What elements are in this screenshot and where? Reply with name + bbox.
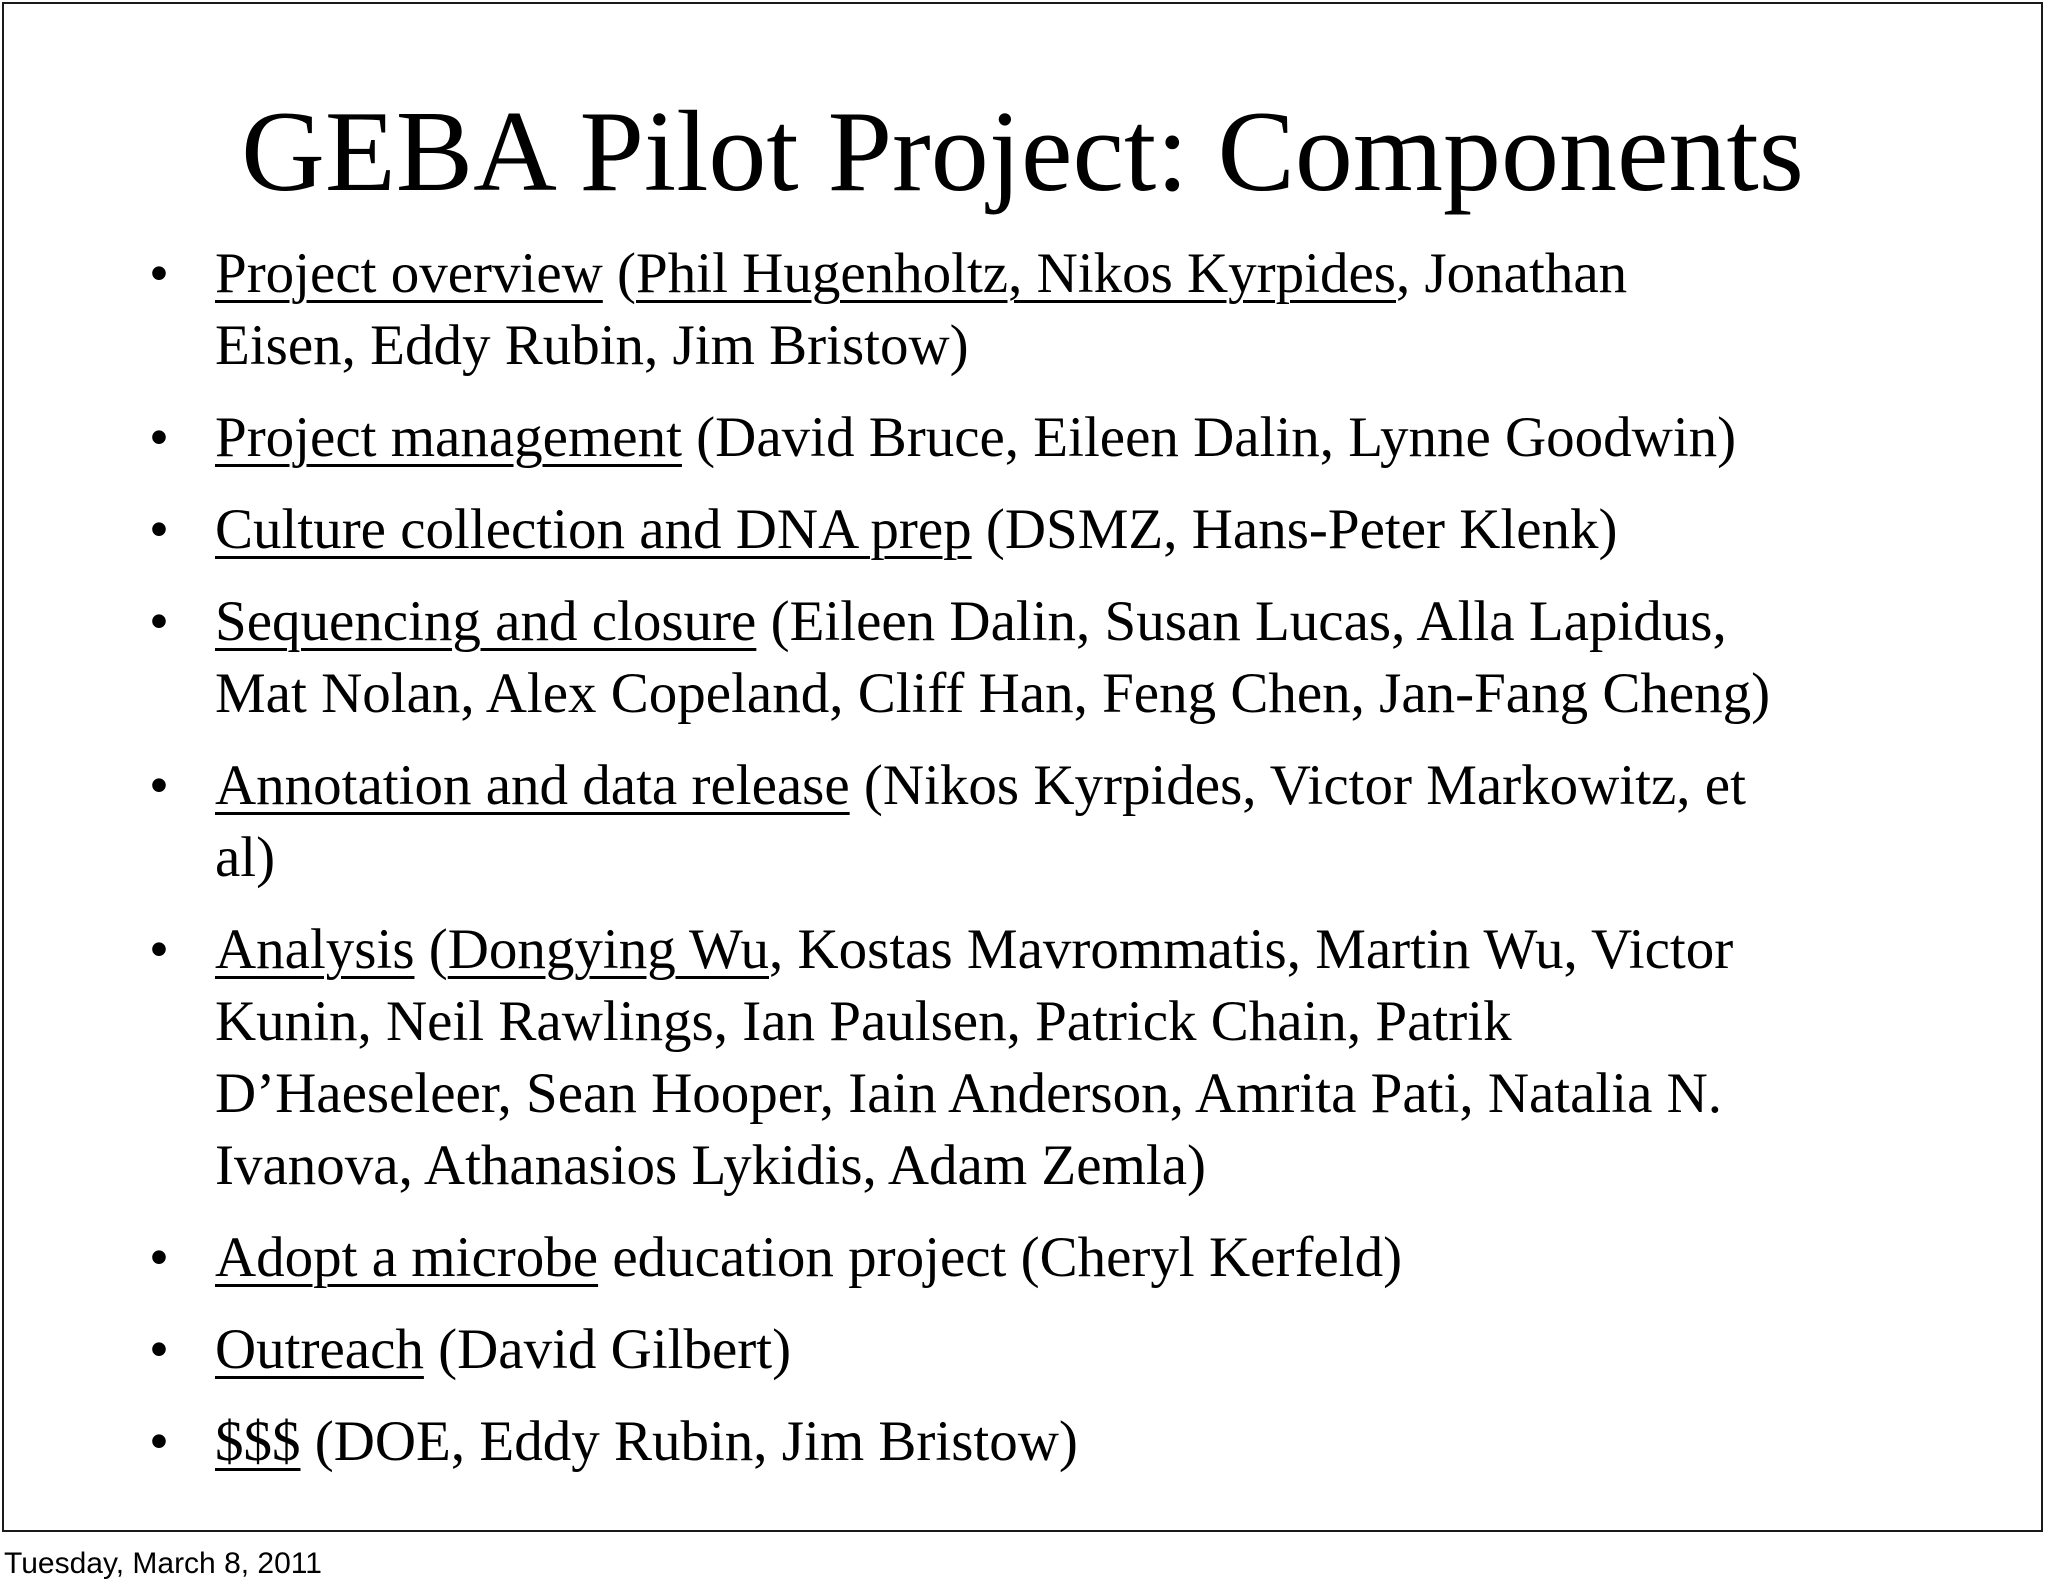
bullet-text: al) <box>215 826 276 889</box>
bullet-line <box>215 402 2001 474</box>
slide <box>2 2 2043 1532</box>
bullet-line <box>215 1058 2001 1130</box>
bullet-point-icon: • <box>149 406 169 469</box>
bullet-line <box>215 914 2001 986</box>
bullet-item <box>4 586 2041 730</box>
bullet-text: Mat Nolan, Alex Copeland, Cliff Han, Feng Chen, Jan-Fang Cheng) <box>215 662 1771 725</box>
underlined-text: Phil Hugenholtz, Nikos Kyrpides <box>636 242 1396 305</box>
bullet-item <box>4 1314 2041 1386</box>
bullet-list <box>4 238 2041 1498</box>
bullet-line <box>215 310 2001 382</box>
footer-date: Tuesday, March 8, 2011 <box>4 1547 322 1580</box>
bullet-line <box>215 1222 2001 1294</box>
bullet-line <box>215 586 2001 658</box>
bullet-point-icon: • <box>149 918 169 981</box>
bullet-point-icon: • <box>149 1410 169 1473</box>
underlined-text: Project overview <box>215 242 603 305</box>
bullet-text: ( <box>414 918 448 981</box>
bullet-text: , Jonathan <box>1396 242 1628 305</box>
bullet-item <box>4 914 2041 1202</box>
bullet-line <box>215 658 2001 730</box>
bullet-text: (David Gilbert) <box>423 1318 792 1381</box>
bullet-line <box>215 986 2001 1058</box>
slide-title: GEBA Pilot Project: Components <box>241 88 1804 216</box>
bullet-text: Ivanova, Athanasios Lykidis, Adam Zemla) <box>215 1134 1206 1197</box>
underlined-text: Annotation and data release <box>215 754 850 817</box>
bullet-text: education project (Cheryl Kerfeld) <box>598 1226 1403 1289</box>
bullet-line <box>215 494 2001 566</box>
bullet-line <box>215 1406 2001 1478</box>
underlined-text: Outreach <box>215 1318 424 1381</box>
bullet-text: (Nikos Kyrpides, Victor Markowitz, et <box>849 754 1746 817</box>
bullet-item <box>4 1406 2041 1478</box>
bullet-text: (DOE, Eddy Rubin, Jim Bristow) <box>300 1410 1078 1473</box>
underlined-text: Sequencing and closure <box>215 590 757 653</box>
bullet-text: D’Haeseleer, Sean Hooper, Iain Anderson, Amrita Pati, Natalia N. <box>215 1062 1723 1125</box>
underlined-text: $$$ <box>215 1410 301 1473</box>
bullet-line <box>215 822 2001 894</box>
underlined-text: Dongying Wu <box>447 918 769 981</box>
bullet-line <box>215 1130 2001 1202</box>
underlined-text: Project management <box>215 406 682 469</box>
bullet-text: (DSMZ, Hans-Peter Klenk) <box>971 498 1618 561</box>
bullet-text: (David Bruce, Eileen Dalin, Lynne Goodwin) <box>681 406 1737 469</box>
bullet-text: , Kostas Mavrommatis, Martin Wu, Victor <box>768 918 1734 981</box>
bullet-text: Kunin, Neil Rawlings, Ian Paulsen, Patrick Chain, Patrik <box>215 990 1512 1053</box>
bullet-line <box>215 238 2001 310</box>
bullet-item <box>4 238 2041 382</box>
bullet-point-icon: • <box>149 1318 169 1381</box>
bullet-text: Eisen, Eddy Rubin, Jim Bristow) <box>215 314 969 377</box>
underlined-text: Adopt a microbe <box>215 1226 599 1289</box>
underlined-text: Culture collection and DNA prep <box>215 498 972 561</box>
bullet-item <box>4 494 2041 566</box>
bullet-point-icon: • <box>149 754 169 817</box>
bullet-point-icon: • <box>149 1226 169 1289</box>
bullet-line <box>215 750 2001 822</box>
underlined-text: Analysis <box>215 918 415 981</box>
bullet-line <box>215 1314 2001 1386</box>
bullet-item <box>4 750 2041 894</box>
bullet-point-icon: • <box>149 498 169 561</box>
bullet-text: (Eileen Dalin, Susan Lucas, Alla Lapidus, <box>756 590 1727 653</box>
bullet-point-icon: • <box>149 590 169 653</box>
bullet-item <box>4 1222 2041 1294</box>
bullet-point-icon: • <box>149 242 169 305</box>
bullet-text: ( <box>602 242 637 305</box>
bullet-item <box>4 402 2041 474</box>
